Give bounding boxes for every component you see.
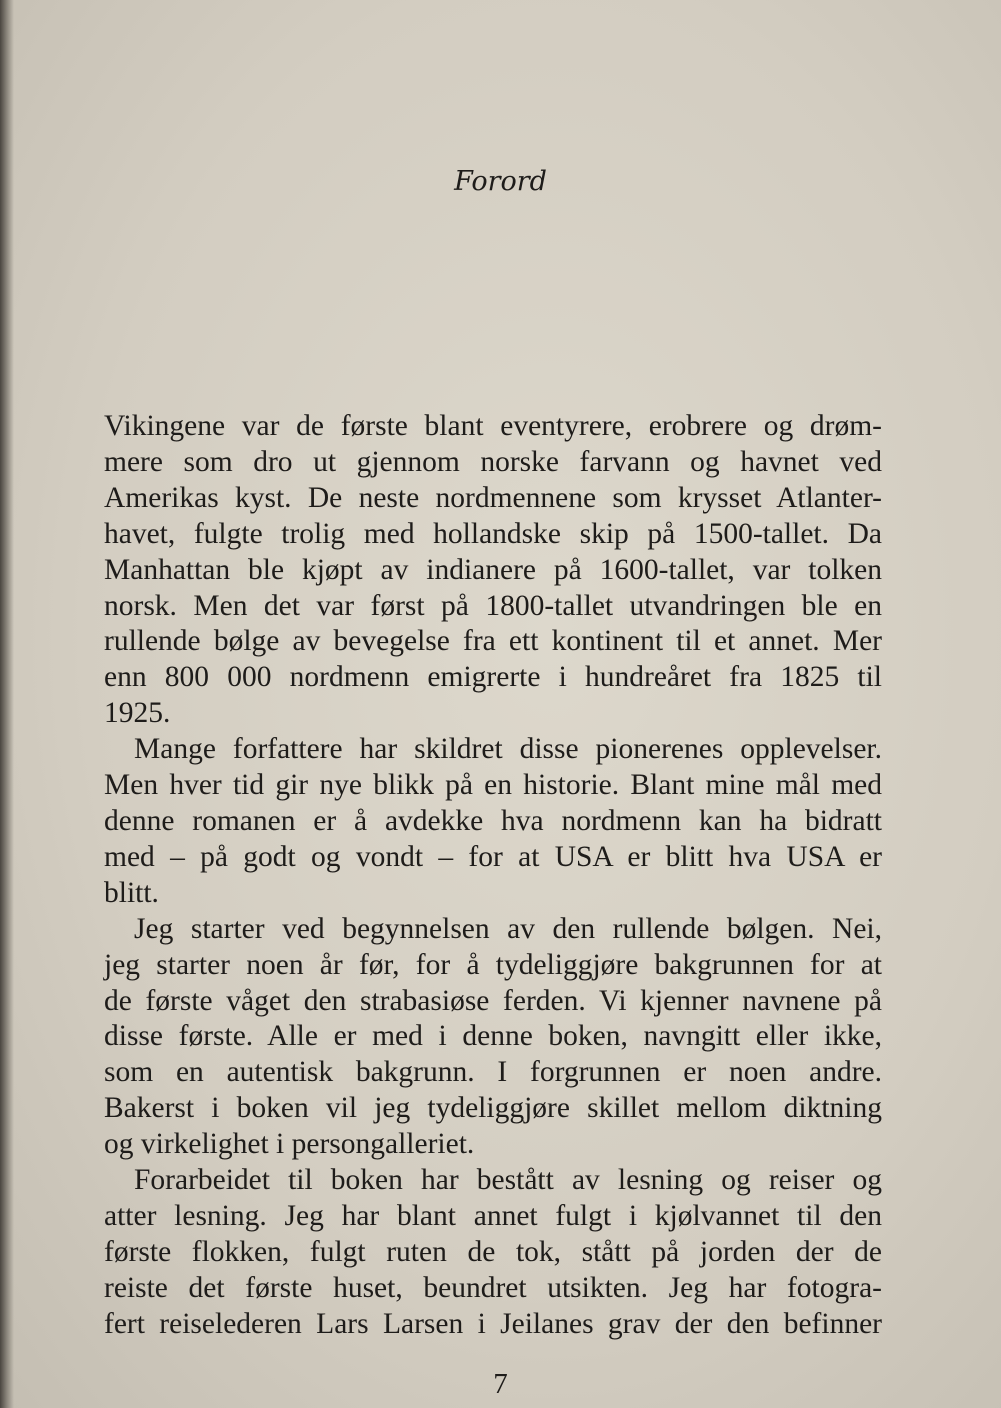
paragraph-2 <box>104 732 882 912</box>
text-line: jeg starter noen år før, for å tydeliggjøre bakgrunnen for at <box>104 948 882 981</box>
text-line: første flokken, fulgt ruten de tok, stått på jorden der de <box>104 1235 882 1268</box>
text-line: mere som dro ut gjennom norske farvann og havnet ved <box>104 445 882 478</box>
text-line: som en autentisk bakgrunn. I forgrunnen er noen andre. <box>104 1056 882 1089</box>
text-line: Men hver tid gir nye blikk på en historie. Blant mine mål med <box>104 769 882 802</box>
text-line: norsk. Men det var først på 1800-tallet utvandringen ble en <box>104 589 882 622</box>
text-line: Bakerst i boken vil jeg tydeliggjøre skillet mellom diktning <box>104 1092 882 1125</box>
text-line: 1925. <box>104 697 171 730</box>
text-line: havet, fulgte trolig med hollandske skip på 1500-tallet. Da <box>104 517 882 550</box>
text-line: rullende bølge av bevegelse fra ett kontinent til et annet. Mer <box>104 625 882 658</box>
paragraph-3 <box>104 912 882 1163</box>
page-binding-edge <box>0 0 14 1408</box>
text-line: og virkelighet i persongalleriet. <box>104 1128 475 1161</box>
text-line: Jeg starter ved begynnelsen av den rullende bølgen. Nei, <box>134 912 882 945</box>
page-number: 7 <box>493 1368 508 1400</box>
text-line: atter lesning. Jeg har blant annet fulgt i kjølvannet til den <box>104 1199 882 1232</box>
text-line: Vikingene var de første blant eventyrere, erobrere og drøm- <box>104 410 882 442</box>
chapter-title: Forord <box>454 166 547 197</box>
text-line: Amerikas kyst. De neste nordmennene som krysset Atlanter- <box>104 481 882 514</box>
paragraph-4 <box>104 1163 882 1343</box>
text-line: Manhattan ble kjøpt av indianere på 1600-tallet, var tolken <box>104 553 882 586</box>
text-line: reiste det første huset, beundret utsikten. Jeg har fotogra- <box>104 1271 882 1304</box>
body-text <box>104 409 882 1343</box>
text-line: blitt. <box>104 876 159 909</box>
text-line: med – på godt og vondt – for at USA er blitt hva USA er <box>104 840 882 873</box>
text-line: Forarbeidet til boken har bestått av lesning og reiser og <box>134 1164 882 1197</box>
text-line: Mange forfattere har skildret disse pionerenes opplevelser. <box>134 733 882 766</box>
text-line: disse første. Alle er med i denne boken, navngitt eller ikke, <box>104 1020 882 1053</box>
paragraph-1 <box>104 409 882 732</box>
text-line: de første våget den strabasiøse ferden. Vi kjenner navnene på <box>104 984 882 1017</box>
text-line: denne romanen er å avdekke hva nordmenn kan ha bidratt <box>104 804 882 837</box>
text-line: fert reiselederen Lars Larsen i Jeilanes grav der den befinner <box>104 1307 882 1340</box>
text-line: enn 800 000 nordmenn emigrerte i hundreåret fra 1825 til <box>104 661 882 694</box>
